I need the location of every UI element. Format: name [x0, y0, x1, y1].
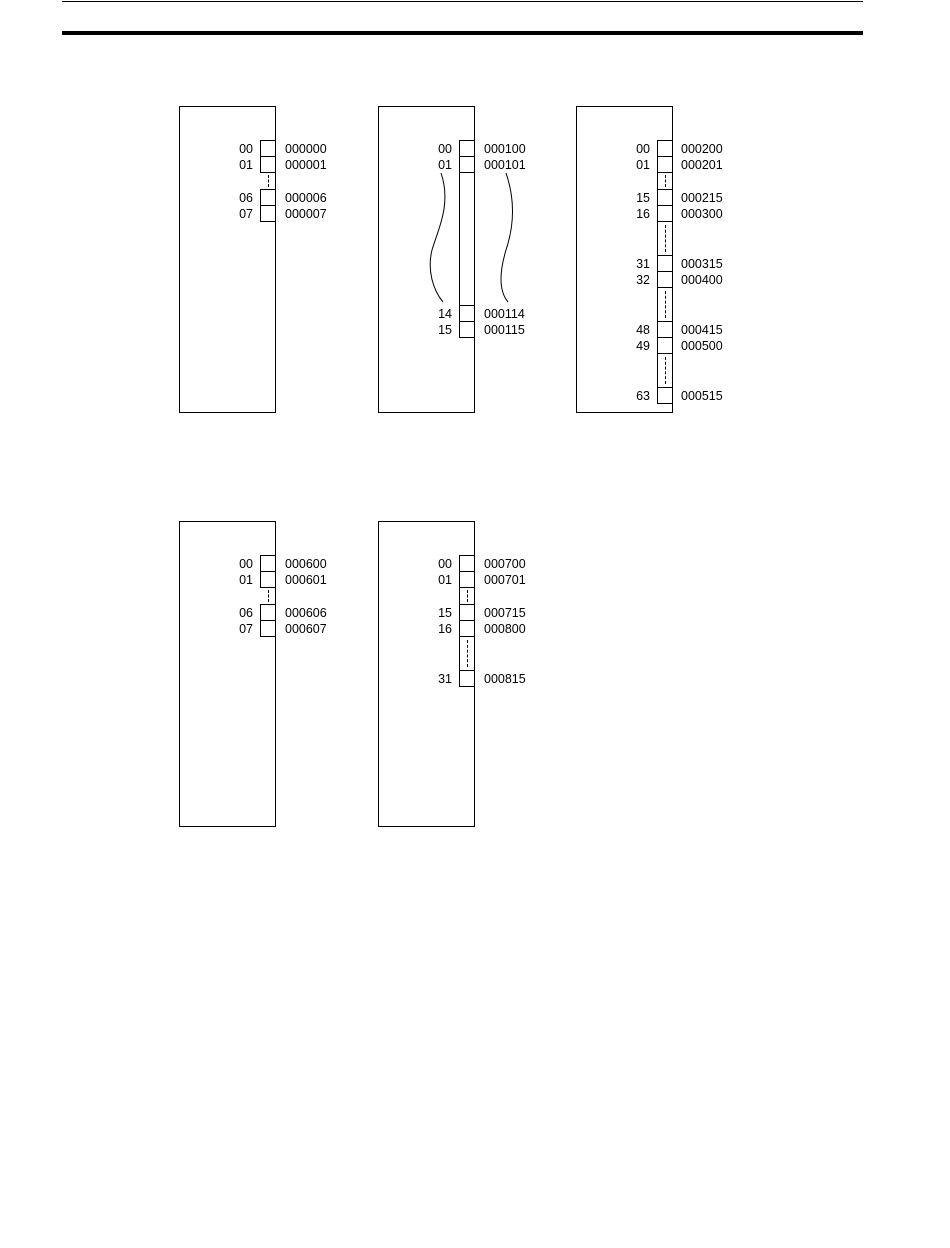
address-label: 000415 [681, 323, 723, 337]
address-label: 000606 [285, 606, 327, 620]
terminal-box [657, 321, 673, 338]
omission-dashed-line [467, 640, 468, 667]
bit-label: 01 [438, 158, 452, 172]
address-label: 000800 [484, 622, 526, 636]
terminal-box [260, 604, 276, 621]
terminal-box [657, 156, 673, 173]
terminal-box [459, 604, 475, 621]
bit-label: 07 [239, 622, 253, 636]
address-label: 000201 [681, 158, 723, 172]
bit-label: 15 [438, 323, 452, 337]
bit-label: 14 [438, 307, 452, 321]
address-label: 000601 [285, 573, 327, 587]
bit-label: 01 [239, 158, 253, 172]
address-label: 000114 [484, 307, 525, 321]
bit-label: 15 [438, 606, 452, 620]
address-label: 000815 [484, 672, 526, 686]
terminal-box [260, 555, 276, 572]
bit-label: 16 [636, 207, 650, 221]
address-label: 000500 [681, 339, 723, 353]
bit-label: 06 [239, 606, 253, 620]
terminal-box [260, 620, 276, 637]
terminal-box [459, 670, 475, 687]
address-label: 000300 [681, 207, 723, 221]
address-label: 000001 [285, 158, 327, 172]
terminal-box [459, 555, 475, 572]
bit-label: 00 [438, 557, 452, 571]
bit-label: 06 [239, 191, 253, 205]
address-label: 000000 [285, 142, 327, 156]
terminal-box [657, 140, 673, 157]
address-label: 000101 [484, 158, 526, 172]
bit-label: 15 [636, 191, 650, 205]
terminal-box [657, 337, 673, 354]
bit-label: 00 [239, 557, 253, 571]
omission-dashed-line [665, 291, 666, 318]
terminal-box [459, 620, 475, 637]
address-label: 000215 [681, 191, 723, 205]
bit-label: 01 [438, 573, 452, 587]
address-label: 000600 [285, 557, 327, 571]
bit-label: 48 [636, 323, 650, 337]
address-label: 000115 [484, 323, 525, 337]
terminal-box [657, 189, 673, 206]
terminal-box [657, 255, 673, 272]
address-label: 000200 [681, 142, 723, 156]
address-label: 000100 [484, 142, 526, 156]
address-label: 000515 [681, 389, 723, 403]
address-label: 000007 [285, 207, 327, 221]
omission-dashed-line [467, 590, 468, 602]
bit-label: 00 [438, 142, 452, 156]
bit-label: 07 [239, 207, 253, 221]
bit-label: 01 [636, 158, 650, 172]
terminal-box [657, 205, 673, 222]
address-label: 000715 [484, 606, 526, 620]
address-label: 000006 [285, 191, 327, 205]
address-label: 000701 [484, 573, 526, 587]
terminal-box [459, 571, 475, 588]
address-label: 000400 [681, 273, 723, 287]
address-label: 000315 [681, 257, 723, 271]
terminal-box [657, 271, 673, 288]
bit-label: 00 [636, 142, 650, 156]
omission-dashed-line [665, 357, 666, 384]
address-label: 000607 [285, 622, 327, 636]
address-label: 000700 [484, 557, 526, 571]
omission-dashed-line [665, 175, 666, 187]
bit-label: 31 [438, 672, 452, 686]
bit-label: 31 [636, 257, 650, 271]
bit-label: 01 [239, 573, 253, 587]
bit-label: 63 [636, 389, 650, 403]
terminal-box [260, 571, 276, 588]
bit-label: 16 [438, 622, 452, 636]
omission-dashed-line [665, 225, 666, 252]
bit-label: 49 [636, 339, 650, 353]
bit-label: 00 [239, 142, 253, 156]
omission-dashed-line [268, 590, 269, 602]
terminal-box [657, 387, 673, 404]
bit-label: 32 [636, 273, 650, 287]
